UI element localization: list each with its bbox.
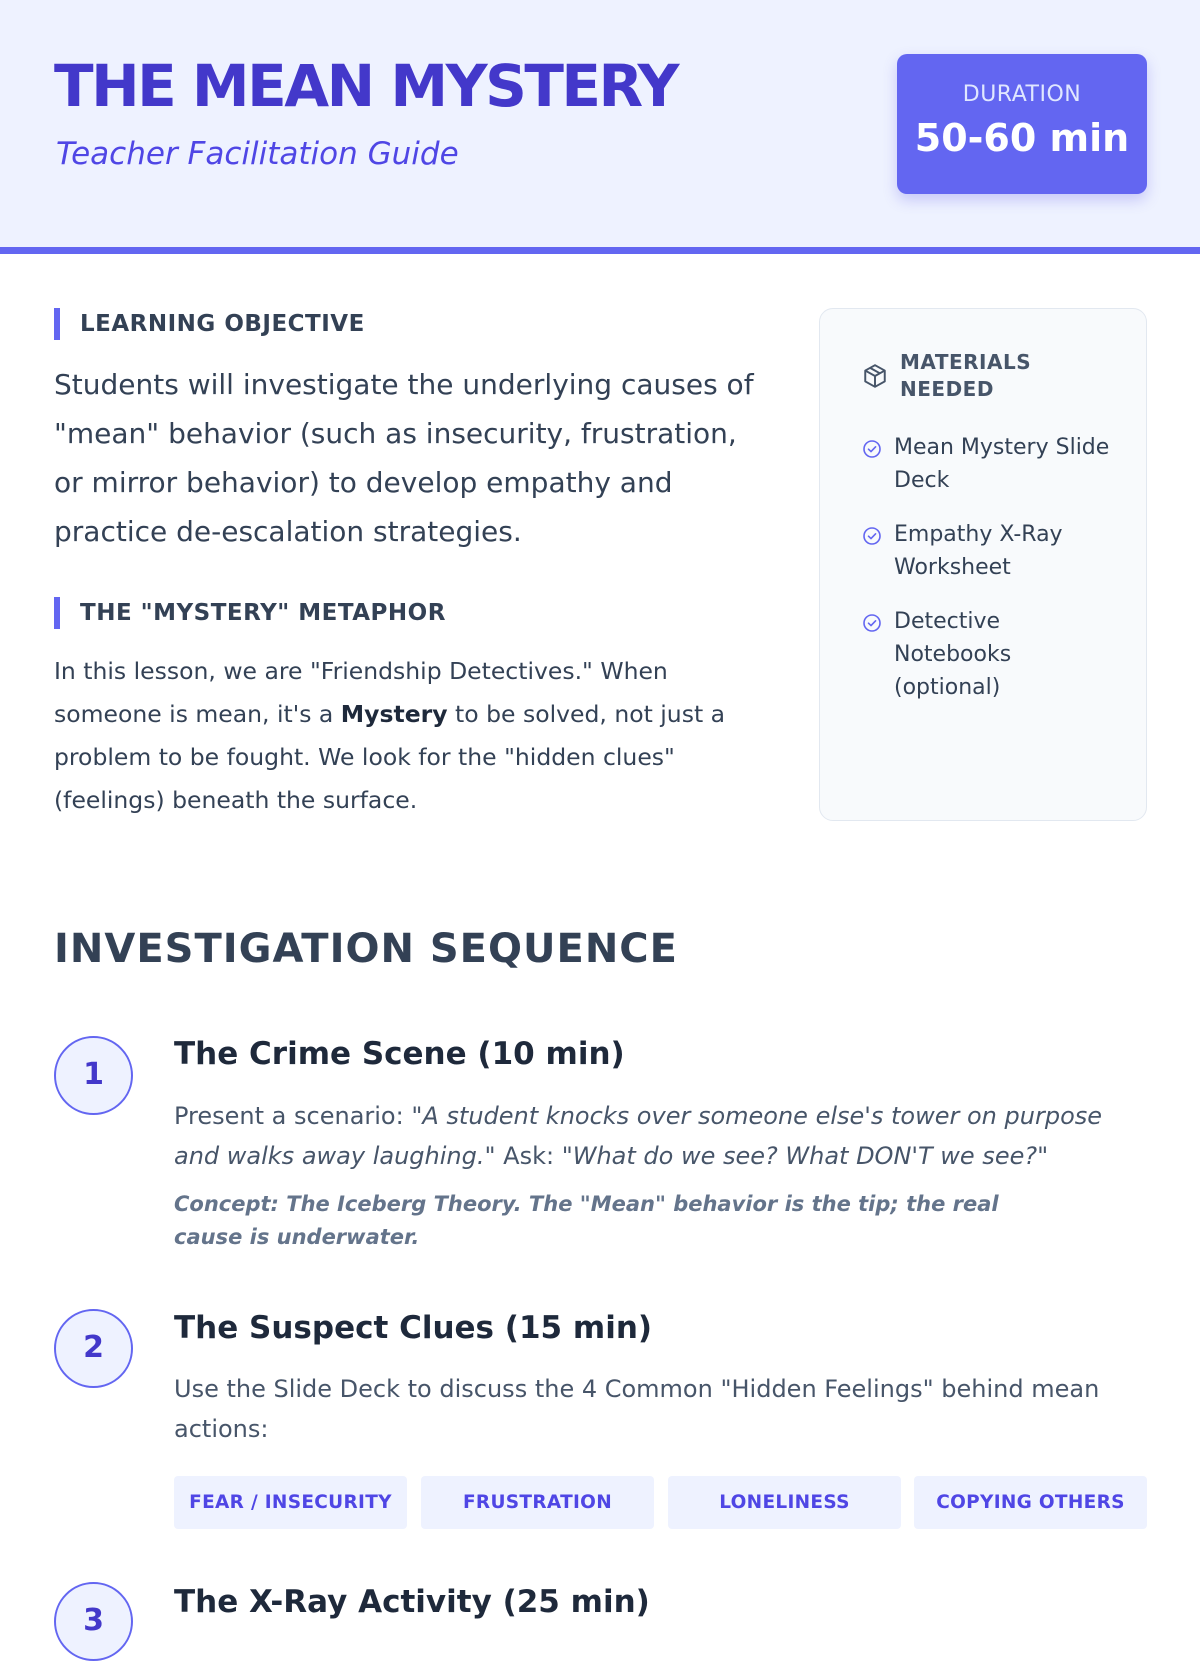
material-item-label: Detective Notebooks (optional) bbox=[894, 609, 1012, 700]
page-subtitle: Teacher Facilitation Guide bbox=[56, 136, 459, 172]
step-concept: Concept: The Iceberg Theory. The "Mean" behavior is the tip; the real cause is underwater. bbox=[174, 1192, 999, 1249]
step-number: 3 bbox=[54, 1582, 133, 1661]
step-body-prefix: Present a scenario: bbox=[174, 1102, 412, 1130]
duration-value: 50-60 min bbox=[914, 116, 1130, 160]
feeling-chip: FEAR / INSECURITY bbox=[174, 1476, 407, 1529]
materials-title: MATERIALS NEEDED bbox=[900, 350, 1032, 401]
objective-text: Students will investigate the underlying causes of "mean" behavior (such as insecurity, frustration, or mirror behavior) to develop empathy and practice de-escalation strategies. bbox=[54, 368, 754, 548]
metaphor-bold: Mystery bbox=[340, 700, 448, 728]
step-question-quote: "What do we see? What DON'T we see?" bbox=[561, 1142, 1049, 1170]
feeling-chip: FRUSTRATION bbox=[421, 1476, 654, 1529]
objective-heading: LEARNING OBJECTIVE bbox=[54, 308, 365, 340]
step-number: 2 bbox=[54, 1309, 133, 1388]
step-title: The Crime Scene (10 min) bbox=[174, 1036, 625, 1072]
step-scenario-quote: "A student knocks over someone else's tower on purpose and walks away laughing." bbox=[174, 1102, 1103, 1170]
step-body-mid: Ask: bbox=[495, 1142, 562, 1170]
materials-card bbox=[819, 308, 1147, 821]
sequence-title: INVESTIGATION SEQUENCE bbox=[54, 926, 678, 972]
metaphor-heading: THE "MYSTERY" METAPHOR bbox=[54, 597, 446, 629]
check-circle-icon bbox=[862, 526, 882, 546]
duration-label: DURATION bbox=[962, 82, 1082, 107]
step-body bbox=[174, 1096, 1149, 1176]
check-circle-icon bbox=[862, 439, 882, 459]
metaphor-text bbox=[54, 650, 744, 822]
metaphor-text-before: In this lesson, we are "Friendship Detectives." When someone is mean, it's a bbox=[54, 657, 668, 728]
step-title: The Suspect Clues (15 min) bbox=[174, 1310, 653, 1346]
duration-badge bbox=[897, 54, 1147, 194]
step-number: 1 bbox=[54, 1036, 133, 1115]
check-circle-icon bbox=[862, 613, 882, 633]
page-title: THE MEAN MYSTERY bbox=[54, 52, 678, 120]
metaphor-text-after: to be solved, not just a problem to be fought. We look for the "hidden clues" (feelings) beneath the surface. bbox=[54, 700, 726, 814]
step-body: Use the Slide Deck to discuss the 4 Common "Hidden Feelings" behind mean actions: bbox=[174, 1375, 1100, 1443]
step-title: The X-Ray Activity (25 min) bbox=[174, 1584, 650, 1620]
page-header bbox=[0, 0, 1200, 254]
material-item-label: Empathy X-Ray Worksheet bbox=[894, 522, 1063, 580]
feeling-chip: LONELINESS bbox=[668, 1476, 901, 1529]
feeling-chip: COPYING OTHERS bbox=[914, 1476, 1147, 1529]
material-item-label: Mean Mystery Slide Deck bbox=[894, 435, 1110, 493]
box-icon bbox=[862, 363, 888, 389]
